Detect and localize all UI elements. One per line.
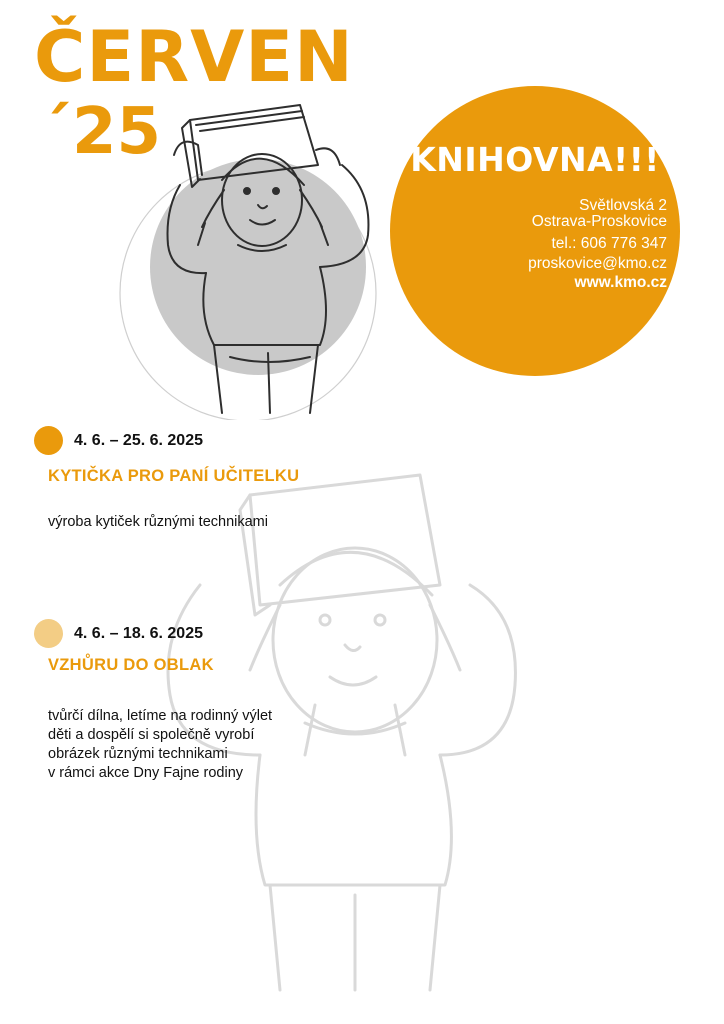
event-description: výroba kytiček různými technikami <box>48 514 268 530</box>
library-city: Ostrava-Proskovice <box>531 213 667 230</box>
girl-holding-book-illustration <box>110 95 395 420</box>
library-info-circle <box>390 86 680 376</box>
event-dot-orange <box>34 426 63 455</box>
event-description-line: tvůrčí dílna, letíme na rodinný výlet <box>48 708 273 724</box>
month-title: ČERVEN <box>34 16 354 98</box>
library-website[interactable]: www.kmo.cz <box>574 274 667 291</box>
library-email[interactable]: proskovice@kmo.cz <box>528 255 667 272</box>
event-title: KYTIČKA PRO PANÍ UČITELKU <box>48 467 300 485</box>
library-phone: tel.: 606 776 347 <box>551 235 667 252</box>
year-title: ´25 <box>40 95 162 169</box>
event-description-line: děti a dospělí si společně vyrobí <box>48 727 255 743</box>
event-date: 4. 6. – 25. 6. 2025 <box>74 432 203 449</box>
library-street: Světlovská 2 <box>579 197 667 214</box>
event-title: VZHŮRU DO OBLAK <box>48 656 214 674</box>
library-title: KNIHOVNA!!! <box>410 140 660 179</box>
event-dot-light <box>34 619 63 648</box>
event-date: 4. 6. – 18. 6. 2025 <box>74 625 203 642</box>
event-description-line: obrázek různými technikami <box>48 746 228 762</box>
event-description-line: v rámci akce Dny Fajne rodiny <box>48 765 244 781</box>
